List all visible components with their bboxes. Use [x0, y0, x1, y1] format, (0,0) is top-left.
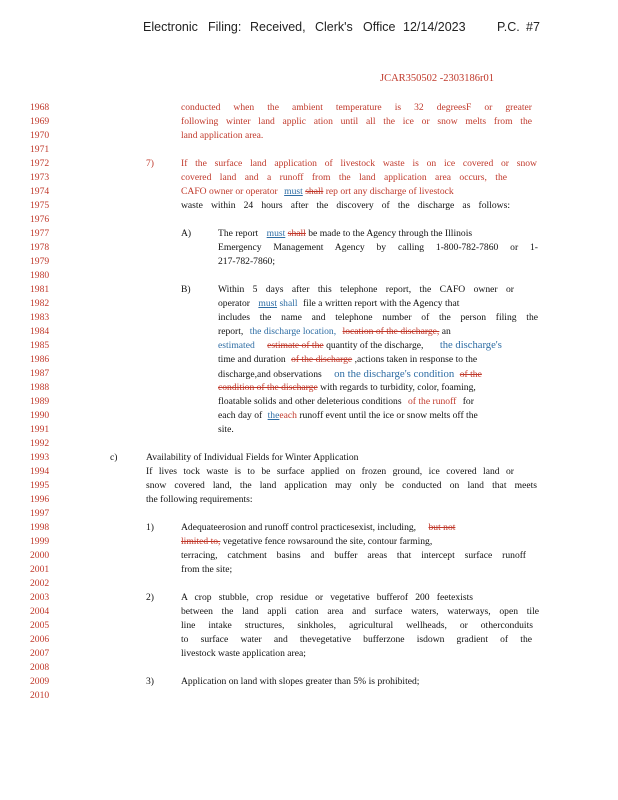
document-id: JCAR350502 -2303186r01: [380, 73, 495, 84]
line-number: 2004: [30, 606, 50, 617]
header-filing: Filing:: [208, 20, 242, 34]
line-1985-delete: estimate of the: [267, 340, 324, 351]
line-number: 1975: [30, 200, 50, 211]
line-number: 2009: [30, 676, 50, 687]
line-1988: [218, 383, 476, 393]
line-1989-red: of the runoff: [407, 396, 457, 407]
line-number: 1981: [30, 284, 50, 295]
line-number: 2001: [30, 564, 50, 575]
header-pc-number: #7: [526, 20, 540, 34]
header-office: Office: [363, 20, 396, 34]
line-number: 2002: [30, 578, 50, 589]
line-1999-text: vegetative fence rowsaround the site, contour farming,: [222, 536, 433, 547]
line-1970: land application area.: [181, 130, 264, 141]
line-number: 1982: [30, 298, 50, 309]
line-1986-delete: of the discharge: [291, 354, 353, 365]
line-1987-text-a: discharge,and observations: [218, 369, 322, 380]
line-1985: [218, 341, 502, 352]
header-electronic: Electronic: [143, 20, 198, 34]
line-number: 1979: [30, 256, 50, 267]
line-number: 1999: [30, 536, 50, 547]
line-number: 1968: [30, 102, 50, 113]
line-1982-insert: must: [258, 298, 278, 309]
item-marker-2: 2): [146, 592, 154, 603]
line-1978: Emergency Management Agency by calling 1-800-782-7860 or 1-: [218, 242, 538, 253]
line-1984-delete: location of the discharge,: [342, 326, 440, 337]
line-1974-insert: must: [284, 186, 303, 197]
line-2009: Application on land with slopes greater than 5% is prohibited;: [181, 676, 420, 687]
header-clerks: Clerk's: [315, 20, 353, 34]
line-1987-insert: on the discharge's condition: [334, 368, 455, 380]
line-number: 1980: [30, 270, 50, 281]
line-1984-insert: the discharge location,: [249, 326, 337, 337]
line-2005: line intake structures, sinkholes, agricultural wellheads, or otherconduits: [181, 620, 533, 631]
line-1969: following winter land applic ation until all the ice or snow melts from the: [181, 116, 532, 127]
line-1968: conducted when the ambient temperature is 32 degreesF or greater: [181, 102, 532, 113]
line-1974-text-b: rep ort any discharge of livestock: [325, 186, 454, 197]
line-1984-text-b: an: [441, 326, 451, 337]
line-number: 2003: [30, 592, 50, 603]
line-1986-text-b: ,actions taken in response to the: [354, 354, 478, 365]
line-number: 1977: [30, 228, 50, 239]
header-pc: P.C.: [497, 20, 520, 34]
line-1986-text-a: time and duration: [218, 354, 286, 365]
line-1989: [218, 397, 474, 407]
line-number: 1987: [30, 368, 50, 379]
line-number: 1986: [30, 354, 50, 365]
line-number: 1993: [30, 452, 50, 463]
line-2003: A crop stubble, crop residue or vegetative bufferof 200 feetexists: [181, 592, 473, 603]
line-1982-text-a: operator: [218, 298, 250, 309]
line-1994: If lives tock waste is to be surface applied on frozen ground, ice covered land or: [146, 466, 514, 477]
line-number: 1995: [30, 480, 50, 491]
line-number: 1988: [30, 382, 50, 393]
line-number: 1970: [30, 130, 50, 141]
line-number: 2005: [30, 620, 50, 631]
line-1977: [218, 229, 472, 239]
item-marker-7: 7): [146, 158, 154, 169]
line-1998: [181, 523, 455, 533]
line-1996: the following requirements:: [146, 494, 253, 505]
line-number: 1974: [30, 186, 50, 197]
line-1988-delete: condition of the discharge: [218, 382, 318, 393]
line-1984-text-a: report,: [218, 326, 244, 337]
line-1995: snow covered land, the land application may only be conducted on land that meets: [146, 480, 537, 491]
line-1982-text-b: file a written report with the Agency that: [302, 298, 460, 309]
line-number: 2006: [30, 634, 50, 645]
line-1977-delete: shall: [287, 228, 306, 239]
item-marker-B: B): [181, 284, 191, 295]
line-1982: [218, 299, 459, 309]
line-1981: Within 5 days after this telephone report, the CAFO owner or: [218, 284, 514, 295]
item-marker-1: 1): [146, 522, 154, 533]
line-number: 2010: [30, 690, 50, 701]
line-1989-text-a: floatable solids and other deleterious conditions: [218, 396, 402, 407]
line-1989-text-b: for: [462, 396, 474, 407]
line-number: 1994: [30, 466, 50, 477]
item-marker-3: 3): [146, 676, 154, 687]
line-number: 1971: [30, 144, 50, 155]
line-1974-delete: shall: [305, 186, 324, 197]
line-1990-text-a: each day of: [218, 410, 263, 421]
line-1999: [181, 537, 432, 547]
line-2007: livestock waste application area;: [181, 648, 306, 659]
line-number: 1992: [30, 438, 50, 449]
line-1999-delete: limited to,: [181, 536, 221, 547]
line-1993: Availability of Individual Fields for Winter Application: [146, 452, 359, 463]
line-2000: terracing, catchment basins and buffer areas that intercept surface runoff: [181, 550, 526, 561]
line-1986: [218, 355, 477, 365]
line-1975: waste within 24 hours after the discovery of the discharge as follows:: [181, 200, 510, 211]
line-1985-text: quantity of the discharge,: [326, 340, 424, 351]
line-1977-text-b: be made to the Agency through the Illinois: [308, 228, 473, 239]
line-number: 1978: [30, 242, 50, 253]
line-number: 1996: [30, 494, 50, 505]
line-1983: includes the name and telephone number of the person filing the: [218, 312, 538, 323]
line-number: 1985: [30, 340, 50, 351]
header-received: Received,: [250, 20, 306, 34]
header-date: 12/14/2023: [403, 20, 466, 34]
line-1982-shall: shall: [279, 298, 298, 309]
line-number: 2007: [30, 648, 50, 659]
line-number: 1983: [30, 312, 50, 323]
line-number: 1990: [30, 410, 50, 421]
line-number: 1972: [30, 158, 50, 169]
line-number: 2000: [30, 550, 50, 561]
line-2006: to surface water and thevegetative bufferzone isdown gradient of the: [181, 634, 532, 645]
line-1990-text-b: runoff event until the ice or snow melts off the: [299, 410, 478, 421]
line-1979: 217-782-7860;: [218, 256, 276, 267]
line-1987: [218, 369, 482, 380]
line-number: 1989: [30, 396, 50, 407]
line-number: 1984: [30, 326, 50, 337]
line-1985-insert: estimated: [218, 340, 255, 351]
item-marker-c: c): [110, 452, 118, 463]
line-number: 1991: [30, 424, 50, 435]
line-1988-text: with regards to turbidity, color, foaming,: [320, 382, 476, 393]
line-number: 1969: [30, 116, 50, 127]
line-2004: between the land appli cation area and surface waters, waterways, open tile: [181, 606, 539, 617]
line-number: 1973: [30, 172, 50, 183]
line-1998-delete: but not: [428, 522, 456, 533]
line-number: 1997: [30, 508, 50, 519]
line-1990-red: each: [279, 410, 297, 421]
item-marker-A: A): [181, 228, 192, 239]
line-1984: [218, 327, 451, 337]
line-2001: from the site;: [181, 564, 233, 575]
line-1974: [181, 187, 454, 197]
line-1998-text: Adequateerosion and runoff control practicesexist, including,: [181, 522, 417, 533]
line-number: 2008: [30, 662, 50, 673]
line-number: 1976: [30, 214, 50, 225]
line-1974-text-a: CAFO owner or operator: [181, 186, 278, 197]
line-number: 1998: [30, 522, 50, 533]
line-1977-text-a: The report: [218, 228, 259, 239]
line-1990-insert: the: [267, 410, 280, 421]
line-1977-insert: must: [266, 228, 286, 239]
line-1991: site.: [218, 424, 234, 435]
line-1973: covered land and a runoff from the land application area occurs, the: [181, 172, 507, 183]
line-1987-delete: of the: [459, 369, 482, 380]
line-1990: [218, 411, 478, 421]
line-1985-insert-b: the discharge's: [439, 340, 502, 351]
line-1972: If the surface land application of livestock waste is on ice covered or snow: [181, 158, 537, 169]
